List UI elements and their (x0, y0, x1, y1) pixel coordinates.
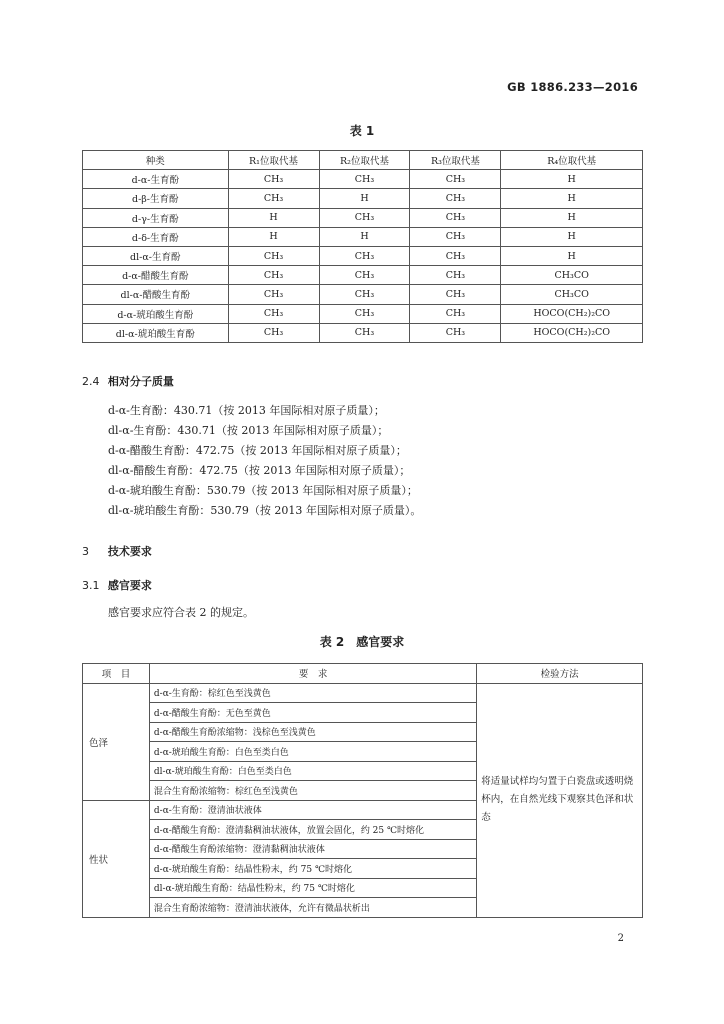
requirement-cell: dl-α-琥珀酸生育酚：结晶性粉末，约 75 ℃时熔化 (149, 878, 476, 898)
requirement-cell: d-α-生育酚：澄清油状液体 (149, 800, 476, 820)
table-row (83, 227, 643, 246)
molecular-mass-line: d-α-琥珀酸生育酚：530.79（按 2013 年国际相对原子质量）； (108, 484, 418, 497)
table-row (83, 323, 643, 342)
section-number: 2.4 (82, 375, 100, 388)
substituent-cell: CH₃ (228, 246, 319, 265)
table-header: R₃位取代基 (410, 151, 501, 170)
substituent-cell: CH₃ (228, 189, 319, 208)
requirement-cell: d-α-生育酚：棕红色至浅黄色 (149, 683, 476, 703)
molecular-mass-line: d-α-生育酚：430.71（按 2013 年国际相对原子质量）； (108, 404, 385, 417)
table-header-row (83, 151, 643, 170)
test-method-cell: 将适量试样均匀置于白瓷盘或透明烧杯内，在自然光线下观察其色泽和状态 (477, 683, 643, 917)
compound-name-cell: d-α-琥珀酸生育酚 (83, 304, 229, 323)
molecular-mass-line: dl-α-生育酚：430.71（按 2013 年国际相对原子质量）； (108, 424, 389, 437)
substituent-cell: H (501, 227, 643, 246)
substituent-cell: CH₃ (228, 285, 319, 304)
table-row (83, 208, 643, 227)
requirement-cell: d-α-醋酸生育酚浓缩物：浅棕色至浅黄色 (149, 722, 476, 742)
substituent-cell: H (501, 189, 643, 208)
table-header: 检验方法 (477, 664, 643, 684)
table1-substituents (82, 150, 643, 343)
substituent-cell: CH₃ (319, 323, 410, 342)
compound-name-cell: dl-α-醋酸生育酚 (83, 285, 229, 304)
table-row (83, 683, 643, 703)
table-row (83, 285, 643, 304)
substituent-cell: CH₃ (228, 323, 319, 342)
substituent-cell: CH₃ (319, 246, 410, 265)
molecular-mass-line: dl-α-醋酸生育酚：472.75（按 2013 年国际相对原子质量）； (108, 464, 411, 477)
substituent-cell: H (319, 189, 410, 208)
section-title: 相对分子质量 (107, 375, 174, 388)
table2-sensory-requirements (82, 663, 643, 918)
requirement-cell: 混合生育酚浓缩物：澄清油状液体，允许有微晶状析出 (149, 898, 476, 918)
item-cell: 性状 (83, 800, 150, 917)
substituent-cell: CH₃CO (501, 285, 643, 304)
table-header-row (83, 664, 643, 684)
section-3-heading (82, 543, 152, 559)
compound-name-cell: d-δ-生育酚 (83, 227, 229, 246)
substituent-cell: CH₃ (410, 246, 501, 265)
table-header: R₄位取代基 (501, 151, 643, 170)
table-row (83, 246, 643, 265)
molecular-mass-line: dl-α-琥珀酸生育酚：530.79（按 2013 年国际相对原子质量）。 (108, 504, 422, 517)
substituent-cell: H (228, 227, 319, 246)
substituent-cell: CH₃ (228, 266, 319, 285)
substituent-cell: HOCO(CH₂)₂CO (501, 323, 643, 342)
requirement-cell: 混合生育酚浓缩物：棕红色至浅黄色 (149, 781, 476, 801)
requirement-cell: d-α-醋酸生育酚：澄清黏稠油状液体，放置会固化，约 25 ℃时熔化 (149, 820, 476, 840)
sensory-requirement-text: 感官要求应符合表 2 的规定。 (108, 606, 254, 619)
substituent-cell: H (501, 246, 643, 265)
substituent-cell: CH₃CO (501, 266, 643, 285)
compound-name-cell: d-α-醋酸生育酚 (83, 266, 229, 285)
requirement-cell: d-α-琥珀酸生育酚：结晶性粉末，约 75 ℃时熔化 (149, 859, 476, 879)
substituent-cell: H (228, 208, 319, 227)
substituent-cell: H (501, 170, 643, 189)
table-header: R₂位取代基 (319, 151, 410, 170)
table-header: 要 求 (149, 664, 476, 684)
requirement-cell: d-α-醋酸生育酚：无色至黄色 (149, 703, 476, 723)
item-cell: 色泽 (83, 683, 150, 800)
table-row (83, 266, 643, 285)
requirement-cell: d-α-醋酸生育酚浓缩物：澄清黏稠油状液体 (149, 839, 476, 859)
substituent-cell: CH₃ (410, 266, 501, 285)
table-row (83, 170, 643, 189)
compound-name-cell: d-β-生育酚 (83, 189, 229, 208)
substituent-cell: H (319, 227, 410, 246)
table-header: R₁位取代基 (228, 151, 319, 170)
substituent-cell: CH₃ (410, 285, 501, 304)
table2-caption: 表 2 感官要求 (319, 635, 405, 649)
section-title: 技术要求 (107, 545, 152, 558)
substituent-cell: H (501, 208, 643, 227)
requirement-cell: dl-α-琥珀酸生育酚：白色至类白色 (149, 761, 476, 781)
section-number: 3 (82, 545, 89, 558)
substituent-cell: HOCO(CH₂)₂CO (501, 304, 643, 323)
substituent-cell: CH₃ (410, 304, 501, 323)
substituent-cell: CH₃ (319, 285, 410, 304)
standard-code: GB 1886.233—2016 (507, 80, 638, 94)
substituent-cell: CH₃ (410, 227, 501, 246)
substituent-cell: CH₃ (410, 170, 501, 189)
section-3-1-heading (82, 577, 152, 593)
table1-caption: 表 1 (349, 124, 375, 138)
compound-name-cell: dl-α-琥珀酸生育酚 (83, 323, 229, 342)
compound-name-cell: d-α-生育酚 (83, 170, 229, 189)
substituent-cell: CH₃ (410, 208, 501, 227)
table-row (83, 304, 643, 323)
substituent-cell: CH₃ (319, 266, 410, 285)
table-row (83, 189, 643, 208)
requirement-cell: d-α-琥珀酸生育酚：白色至类白色 (149, 742, 476, 762)
section-2-4-heading (82, 373, 174, 389)
compound-name-cell: dl-α-生育酚 (83, 246, 229, 265)
substituent-cell: CH₃ (319, 304, 410, 323)
compound-name-cell: d-γ-生育酚 (83, 208, 229, 227)
molecular-mass-line: d-α-醋酸生育酚：472.75（按 2013 年国际相对原子质量）； (108, 444, 407, 457)
section-number: 3.1 (82, 579, 100, 592)
page-number: 2 (617, 933, 624, 944)
table-header: 种类 (83, 151, 229, 170)
substituent-cell: CH₃ (410, 189, 501, 208)
substituent-cell: CH₃ (410, 323, 501, 342)
substituent-cell: CH₃ (228, 304, 319, 323)
substituent-cell: CH₃ (319, 170, 410, 189)
section-title: 感官要求 (107, 579, 152, 592)
substituent-cell: CH₃ (228, 170, 319, 189)
substituent-cell: CH₃ (319, 208, 410, 227)
table-header: 项 目 (83, 664, 150, 684)
